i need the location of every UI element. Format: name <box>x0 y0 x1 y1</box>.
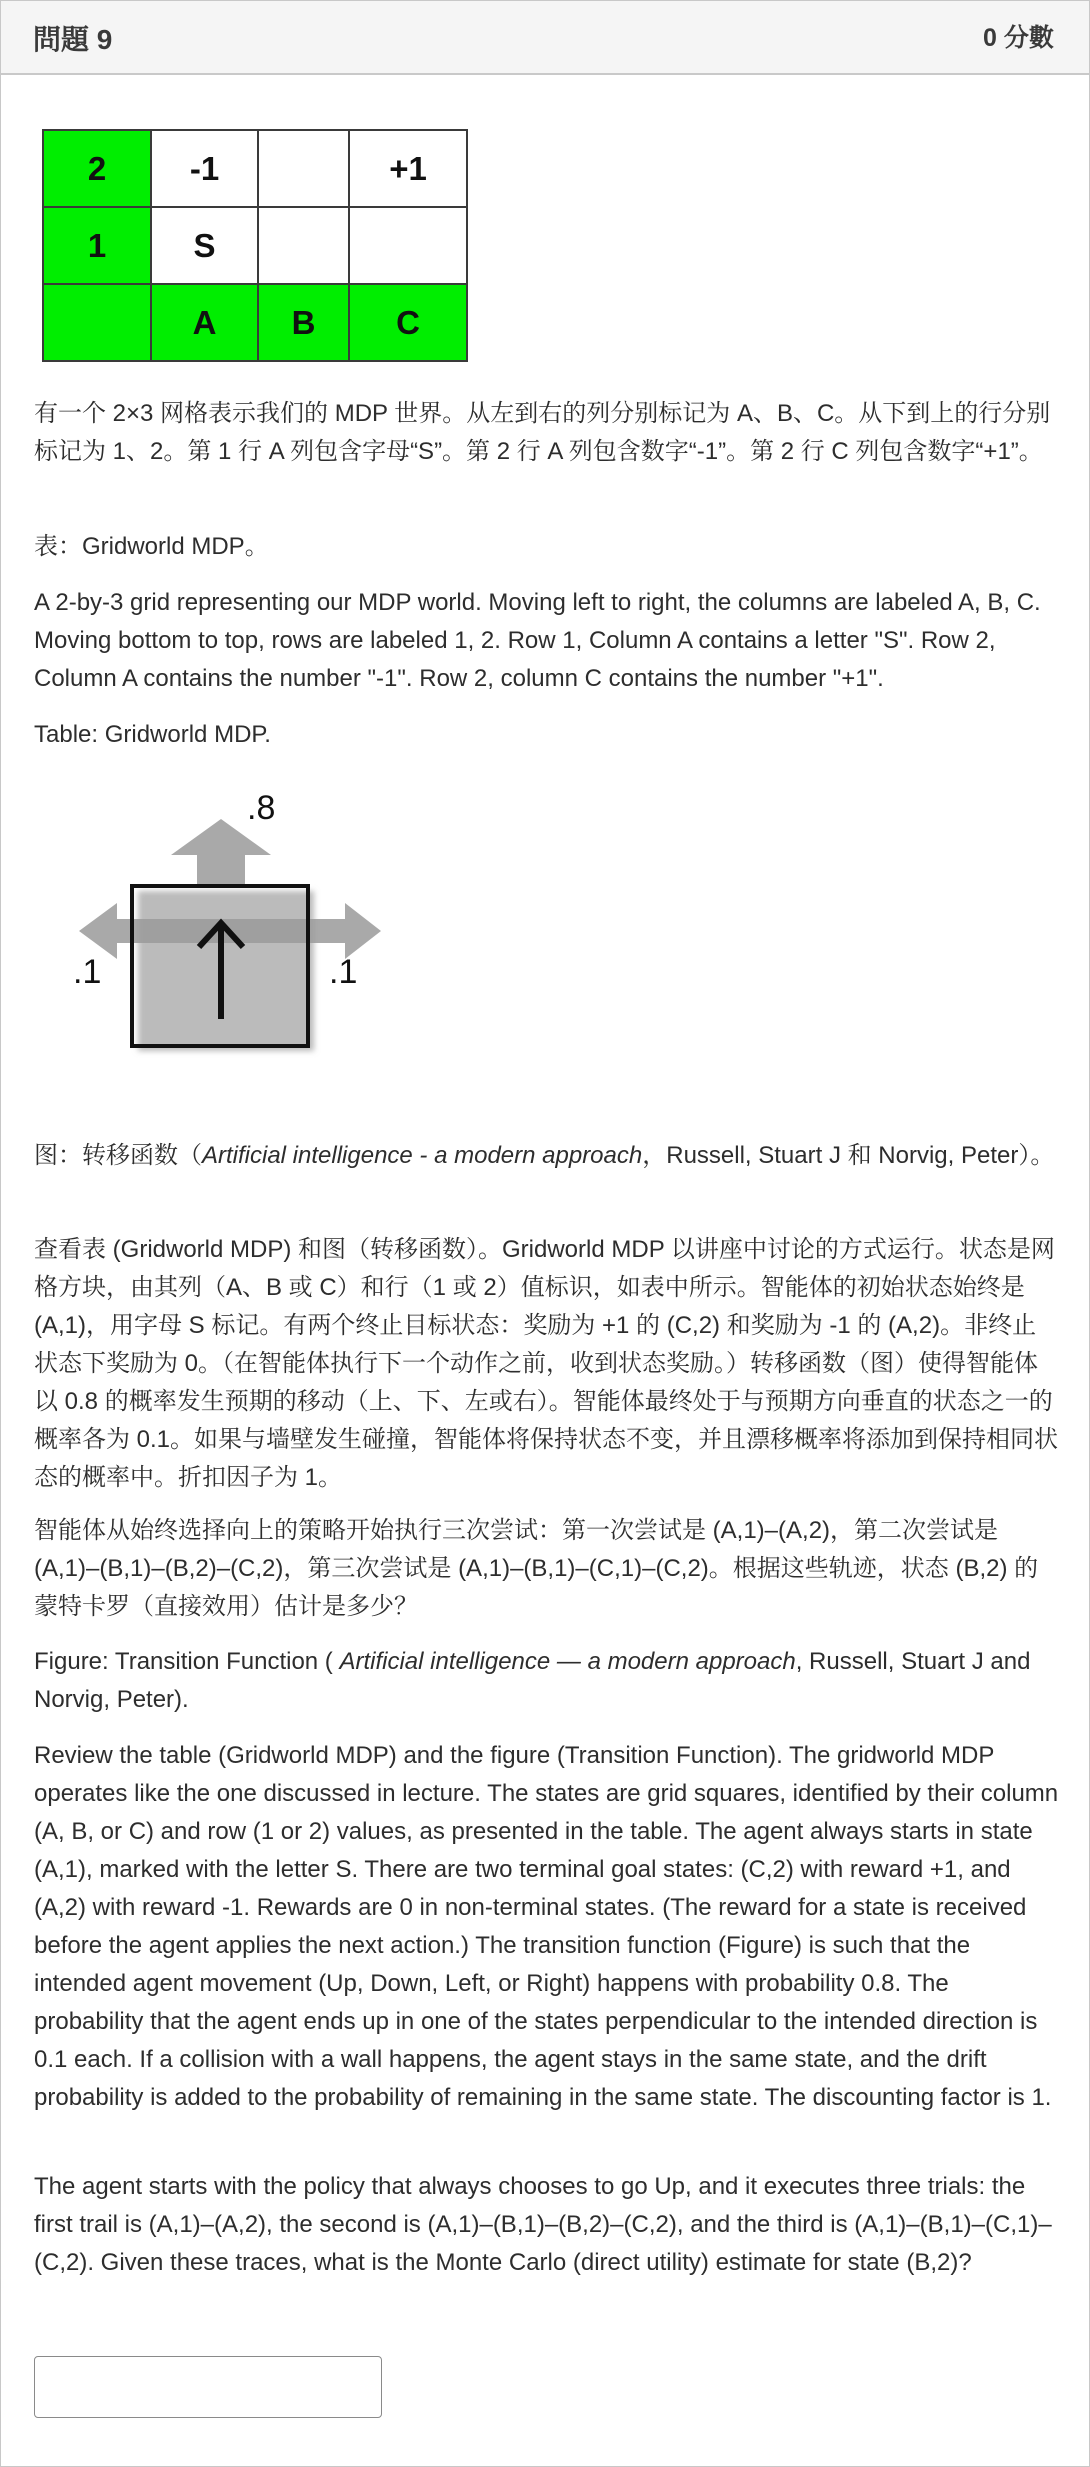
table-row <box>43 130 467 207</box>
table-cell <box>258 207 349 284</box>
table-cell: 2 <box>43 130 151 207</box>
answer-input[interactable] <box>34 2356 382 2418</box>
table-cell: 1 <box>43 207 151 284</box>
review-paragraph-en: Review the table (Gridworld MDP) and the figure (Transition Function). The gridworld MDP operates like the one discussed in lecture. The states are grid squares, identified by their column (A, B, or C) and row (1 or 2) values, as presented in the table. The agent always starts in state (A,1), marked with the letter S. There are two terminal goal states: (C,2) with reward +1, and (A,2) with reward -1. Rewards are 0 in non-terminal states. (The reward for a state is received before the agent applies the next action.) The transition function (Figure) is such that the intended agent movement (Up, Down, Left, or Right) happens with probability 0.8. The probability that the agent ends up in one of the states perpendicular to the intended direction is 0.1 each. If a collision with a wall happens, the agent stays in the same state, and the drift probability is added to the probability of remaining in the same state. The discounting factor is 1. <box>34 1742 1059 2111</box>
box-shadow <box>138 891 314 1051</box>
figure-caption-zh <box>34 1137 1059 1175</box>
table-cell: B <box>258 284 349 361</box>
prob-label-right: .1 <box>329 953 358 991</box>
prob-label-up: .8 <box>247 789 276 827</box>
table-cell: A <box>151 284 258 361</box>
transition-function-figure <box>61 783 381 1073</box>
table-description-en: A 2-by-3 grid representing our MDP world. Moving left to right, the columns are labeled A, B, C. Moving bottom to top, rows are labeled 1, 2. Row 1, Column A contains a letter "S". Row 2, Column A contains the number "-1". Row 2, column C contains the number "+1". <box>34 589 1041 692</box>
figure-caption-zh-book: Artificial intelligence - a modern approach <box>202 1142 643 1169</box>
gridworld-table <box>42 129 468 362</box>
prob-label-left: .1 <box>73 953 102 991</box>
question-header <box>1 1 1089 75</box>
figure-caption-zh-pre: 图：转移函数（ <box>34 1142 202 1169</box>
table-cell <box>258 130 349 207</box>
table-description-zh: 有一个 2×3 网格表示我们的 MDP 世界。从左到右的列分别标记为 A、B、C。从下到上的行分别标记为 1、2。第 1 行 A 列包含字母“S”。第 2 行 A 列包含数字“-1”。第 2 行 C 列包含数字“+1”。 <box>34 400 1051 465</box>
question-title: 問題 9 <box>33 24 113 55</box>
table-cell: C <box>349 284 467 361</box>
review-paragraph-zh: 查看表 (Gridworld MDP) 和图（转移函数）。Gridworld MDP 以讲座中讨论的方式运行。状态是网格方块，由其列（A、B 或 C）和行（1 或 2）值标识，如表中所示。智能体的初始状态始终是 (A,1)，用字母 S 标记。有两个终止目标状态：奖励为 +1 的 (C,2) 和奖励为 -1 的 (A,2)。非终止状态下奖励为 0。（在智能体执行下一个动作之前，收到状态奖励。）转移函数（图）使得智能体以 0.8 的概率发生预期的移动（上、下、左或右）。智能体最终处于与预期方向垂直的状态之一的概率各为 0.1。如果与墙壁发生碰撞，智能体将保持状态不变，并且漂移概率将添加到保持相同状态的概率中。折扣因子为 1。 <box>34 1236 1059 1491</box>
table-row <box>43 207 467 284</box>
policy-paragraph-zh: 智能体从始终选择向上的策略开始执行三次尝试：第一次尝试是 (A,1)–(A,2)，第二次尝试是 (A,1)–(B,1)–(B,2)–(C,2)，第三次尝试是 (A,1)–(B,1)–(C,1)–(C,2)。根据这些轨迹，状态 (B,2) 的蒙特卡罗（直接效用）估计是多少？ <box>34 1517 1039 1620</box>
table-row <box>43 284 467 361</box>
figure-caption-en-book: Artificial intelligence — a modern approach <box>339 1648 796 1675</box>
figure-caption-en-post: , Russell, Stuart J and Norvig, Peter). <box>34 1648 1031 1713</box>
table-cell <box>349 207 467 284</box>
table-caption-en: Table: Gridworld MDP. <box>34 721 271 748</box>
figure-caption-en <box>34 1643 1059 1719</box>
policy-paragraph-en: The agent starts with the policy that always chooses to go Up, and it executes three trials: the first trail is (A,1)–(A,2), the second is (A,1)–(B,1)–(B,2)–(C,2), and the third is (A,1)–(B,1)–(C,1)–(C,2). Given these traces, what is the Monte Carlo (direct utility) estimate for state (B,2)? <box>34 2173 1052 2276</box>
question-points: 0 分數 <box>983 24 1054 52</box>
table-cell: -1 <box>151 130 258 207</box>
table-cell: +1 <box>349 130 467 207</box>
table-cell <box>43 284 151 361</box>
table-cell: S <box>151 207 258 284</box>
figure-caption-zh-post: ，Russell, Stuart J 和 Norvig, Peter）。 <box>642 1142 1055 1169</box>
drift-arrow-up-icon <box>171 819 271 885</box>
figure-caption-en-pre: Figure: Transition Function ( <box>34 1648 340 1675</box>
table-caption-zh: 表：Gridworld MDP。 <box>34 533 269 560</box>
